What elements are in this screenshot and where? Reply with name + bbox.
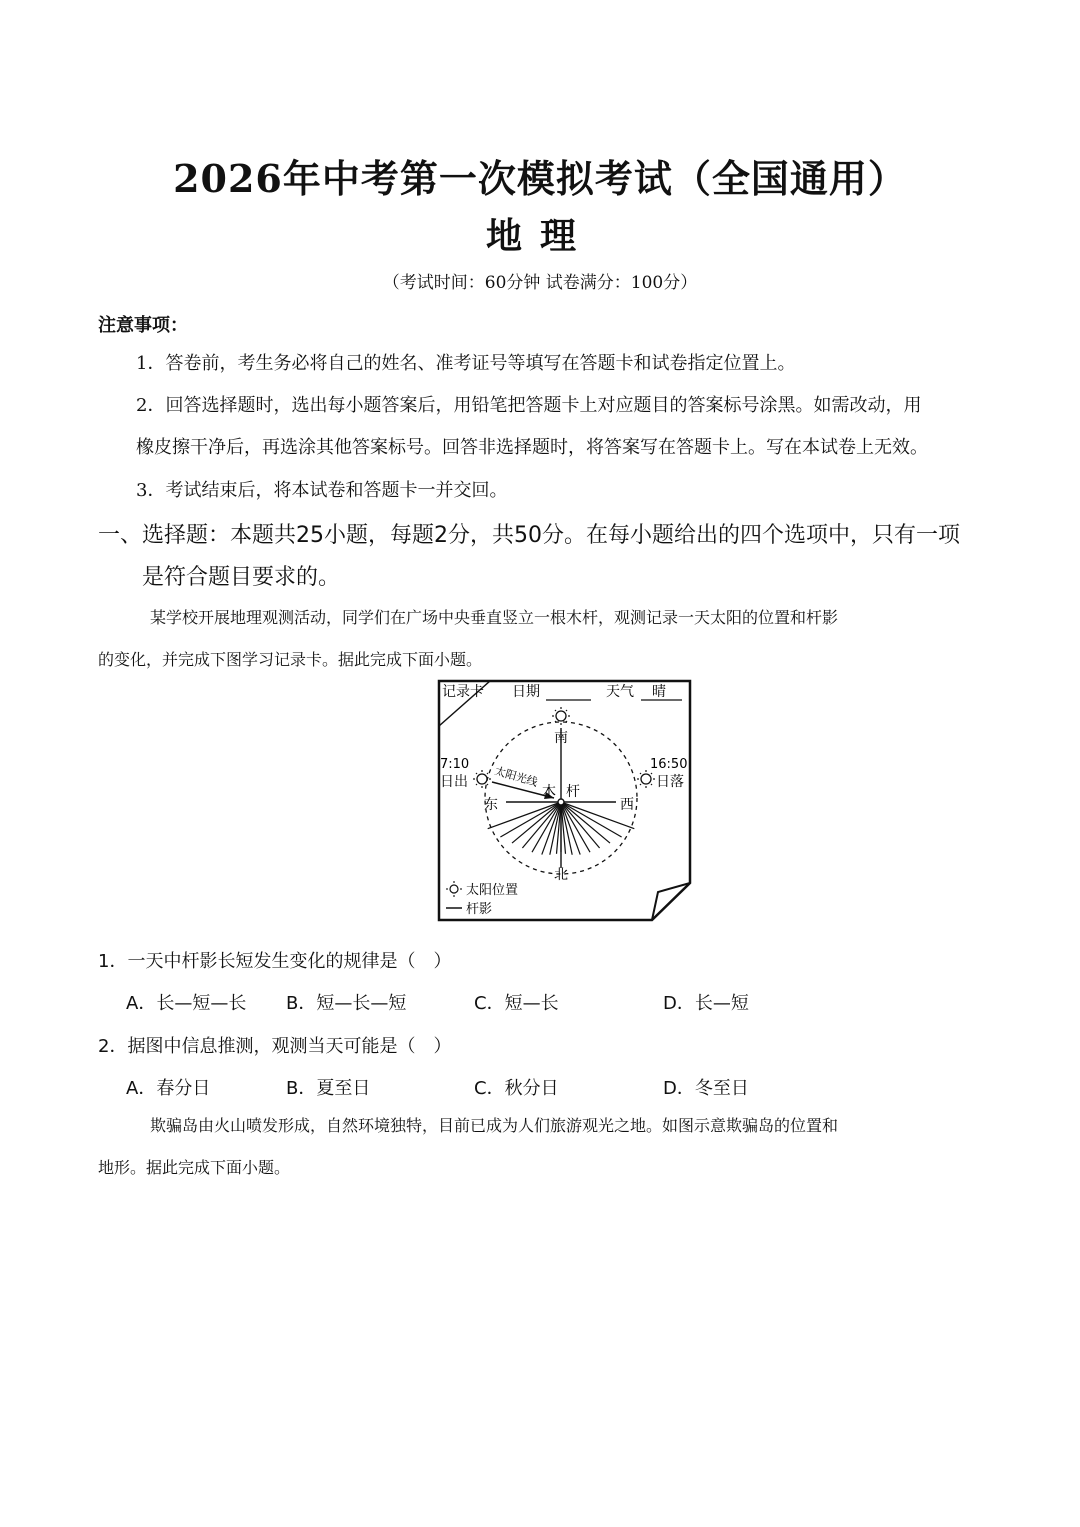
- passage-2-line-2: 地形。据此完成下面小题。: [98, 1158, 291, 1177]
- west-label: 西: [620, 797, 634, 813]
- east-label: 东: [484, 797, 498, 813]
- section-heading-line-1: 一、选择题：本题共25小题，每题2分，共50分。在每小题给出的四个选项中，只有一项: [98, 523, 960, 548]
- q1-option-b[interactable]: B．短—长—短: [286, 993, 407, 1014]
- legend-sun-icon: [446, 881, 462, 897]
- notice-item-2-line-2: 橡皮擦干净后，再选涂其他答案标号。回答非选择题时，将答案写在答题卡上。写在本试卷上无效。: [136, 437, 928, 458]
- legend-shadow-label: 杆影: [466, 902, 493, 917]
- shadow-fan: [488, 802, 635, 855]
- notice-item-3: 3．考试结束后，将本试卷和答题卡一并交回。: [136, 480, 508, 501]
- sunray-label: 太阳光线: [493, 764, 540, 790]
- pole-label-1: 木: [542, 784, 556, 800]
- q2-option-a[interactable]: A．春分日: [126, 1078, 211, 1099]
- passage-1-line-1: 某学校开展地理观测活动，同学们在广场中央垂直竖立一根木杆，观测记录一天太阳的位置和杆影: [150, 608, 839, 627]
- passage-1-line-2: 的变化，并完成下图学习记录卡。据此完成下面小题。: [98, 650, 483, 669]
- q2-option-d[interactable]: D．冬至日: [663, 1078, 749, 1099]
- exam-title: 2026年中考第一次模拟考试（全国通用）: [173, 156, 907, 201]
- subject-title: 地理: [485, 215, 594, 257]
- record-card-figure: [436, 678, 694, 924]
- date-label: 日期: [512, 684, 540, 700]
- passage-2-line-1: 欺骗岛由火山喷发形成，自然环境独特，目前已成为人们旅游观光之地。如图示意欺骗岛的位置和: [150, 1116, 839, 1135]
- sunset-label: 日落: [656, 774, 684, 790]
- south-label: 南: [554, 730, 568, 746]
- sunset-time: 16:50: [650, 757, 688, 772]
- q1-option-d[interactable]: D．长—短: [663, 993, 749, 1014]
- north-label: 北: [554, 867, 568, 883]
- shadow-line: [532, 802, 561, 852]
- card-label: 记录卡: [442, 684, 484, 700]
- q1-option-c[interactable]: C．短—长: [474, 993, 559, 1014]
- notice-heading: 注意事项：: [98, 315, 188, 336]
- shadow-line: [500, 802, 561, 837]
- exam-meta: （考试时间：60分钟 试卷满分：100分）: [382, 273, 698, 293]
- q1-option-a[interactable]: A．长—短—长: [126, 993, 247, 1014]
- sun-sunrise-icon: [473, 770, 491, 788]
- shadow-line: [561, 802, 590, 852]
- legend-sun-label: 太阳位置: [466, 883, 519, 898]
- sunrise-time: 7:10: [440, 757, 470, 772]
- section-heading-line-2: 是符合题目要求的。: [142, 565, 341, 590]
- weather-label: 天气: [606, 684, 634, 700]
- sunrise-label: 日出: [440, 774, 468, 790]
- q2-option-c[interactable]: C．秋分日: [474, 1078, 559, 1099]
- pole-label-2: 杆: [566, 784, 580, 800]
- q2-option-b[interactable]: B．夏至日: [286, 1078, 371, 1099]
- weather-value: 晴: [652, 684, 666, 700]
- pole-base: [558, 799, 564, 805]
- question-1-stem: 1．一天中杆影长短发生变化的规律是（ ）: [98, 951, 452, 972]
- sun-sunset-icon: [637, 770, 655, 788]
- shadow-line: [561, 802, 622, 837]
- notice-item-2-line-1: 2．回答选择题时，选出每小题答案后，用铅笔把答题卡上对应题目的答案标号涂黑。如需改动，用: [136, 395, 922, 416]
- notice-item-1: 1．答卷前，考生务必将自己的姓名、准考证号等填写在答题卡和试卷指定位置上。: [136, 353, 796, 374]
- question-2-stem: 2．据图中信息推测，观测当天可能是（ ）: [98, 1036, 452, 1057]
